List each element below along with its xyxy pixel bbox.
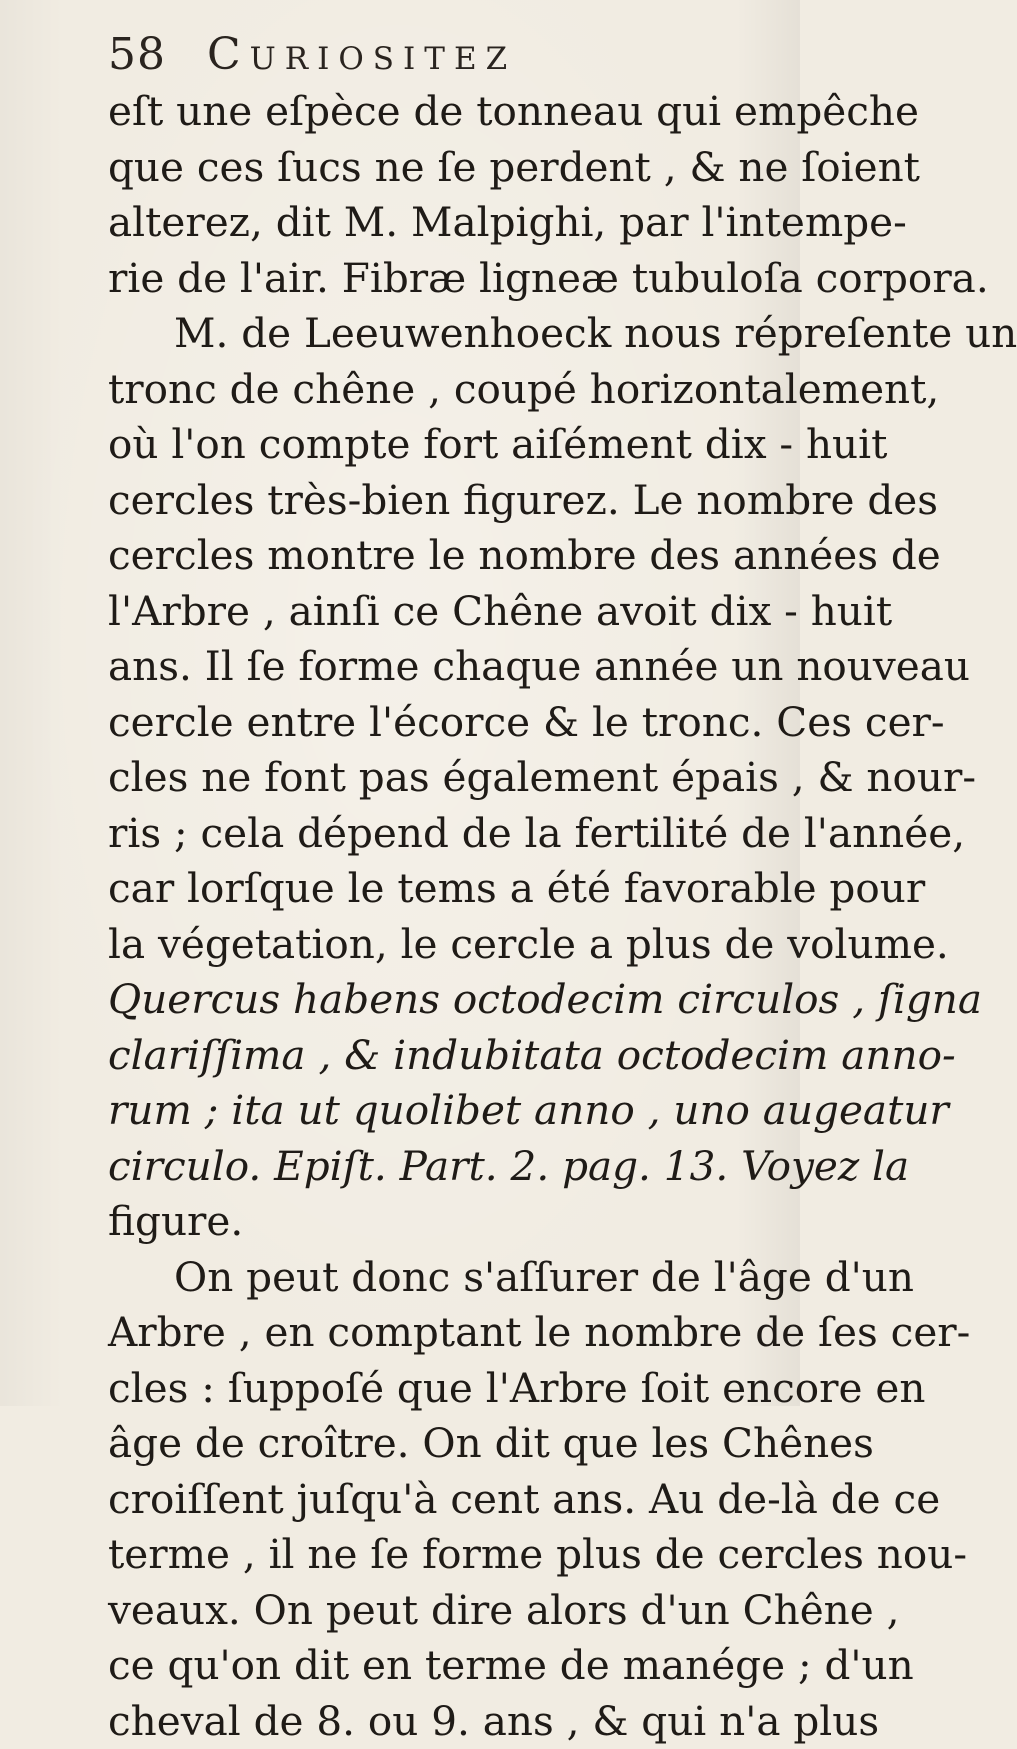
text-line: âge de croître. On dit que les Chênes	[108, 1416, 778, 1472]
body-text	[108, 84, 778, 1749]
text-line: cercles très-bien figurez. Le nombre des	[108, 473, 778, 529]
latin-quote-line: circulo. Epiſt. Part. 2. pag. 13. Voyez la	[108, 1139, 778, 1195]
text-line: cercles montre le nombre des années de	[108, 528, 778, 584]
text-line: cles : ſuppoſé que l'Arbre ſoit encore en	[108, 1361, 778, 1417]
latin-quote-line: clariſſima , & indubitata octodecim anno-	[108, 1028, 778, 1084]
text-line: croiſſent juſqu'à cent ans. Au de-là de ce	[108, 1472, 778, 1528]
text-line: terme , il ne ſe forme plus de cercles nou-	[108, 1527, 778, 1583]
text-line: figure.	[108, 1194, 778, 1250]
text-line: l'Arbre , ainſi ce Chêne avoit dix - huit	[108, 584, 778, 640]
page-header	[108, 24, 768, 86]
text-line: la végetation, le cercle a plus de volume.	[108, 917, 778, 973]
text-line: M. de Leeuwenhoeck nous répreſente un	[108, 306, 778, 362]
running-title: Curiositez	[207, 29, 516, 80]
page-number: 58	[108, 29, 166, 80]
text-line: où l'on compte fort aiſément dix - huit	[108, 417, 778, 473]
text-line: veaux. On peut dire alors d'un Chêne ,	[108, 1583, 778, 1639]
text-line: que ces ſucs ne ſe perdent , & ne ſoient	[108, 140, 778, 196]
text-line: tronc de chêne , coupé horizontalement,	[108, 362, 778, 418]
text-line: Arbre , en comptant le nombre de ſes cer-	[108, 1305, 778, 1361]
text-line: On peut donc s'aſſurer de l'âge d'un	[108, 1250, 778, 1306]
latin-quote-line: rum ; ita ut quolibet anno , uno augeatur	[108, 1083, 778, 1139]
text-line: ans. Il ſe forme chaque année un nouveau	[108, 639, 778, 695]
text-line: eſt une eſpèce de tonneau qui empêche	[108, 84, 778, 140]
text-line: ris ; cela dépend de la fertilité de l'année,	[108, 806, 778, 862]
text-line: cles ne font pas également épais , & nour-	[108, 750, 778, 806]
text-line: rie de l'air. Fibræ ligneæ tubuloſa corpora.	[108, 251, 778, 307]
text-line: ce qu'on dit en terme de manége ; d'un	[108, 1638, 778, 1694]
latin-quote-line: Quercus habens octodecim circulos , ſigna	[108, 972, 778, 1028]
text-line: alterez, dit M. Malpighi, par l'intempe-	[108, 195, 778, 251]
text-line: car lorſque le tems a été favorable pour	[108, 861, 778, 917]
text-line: cercle entre l'écorce & le tronc. Ces cer-	[108, 695, 778, 751]
text-line: cheval de 8. ou 9. ans , & qui n'a plus	[108, 1694, 778, 1749]
